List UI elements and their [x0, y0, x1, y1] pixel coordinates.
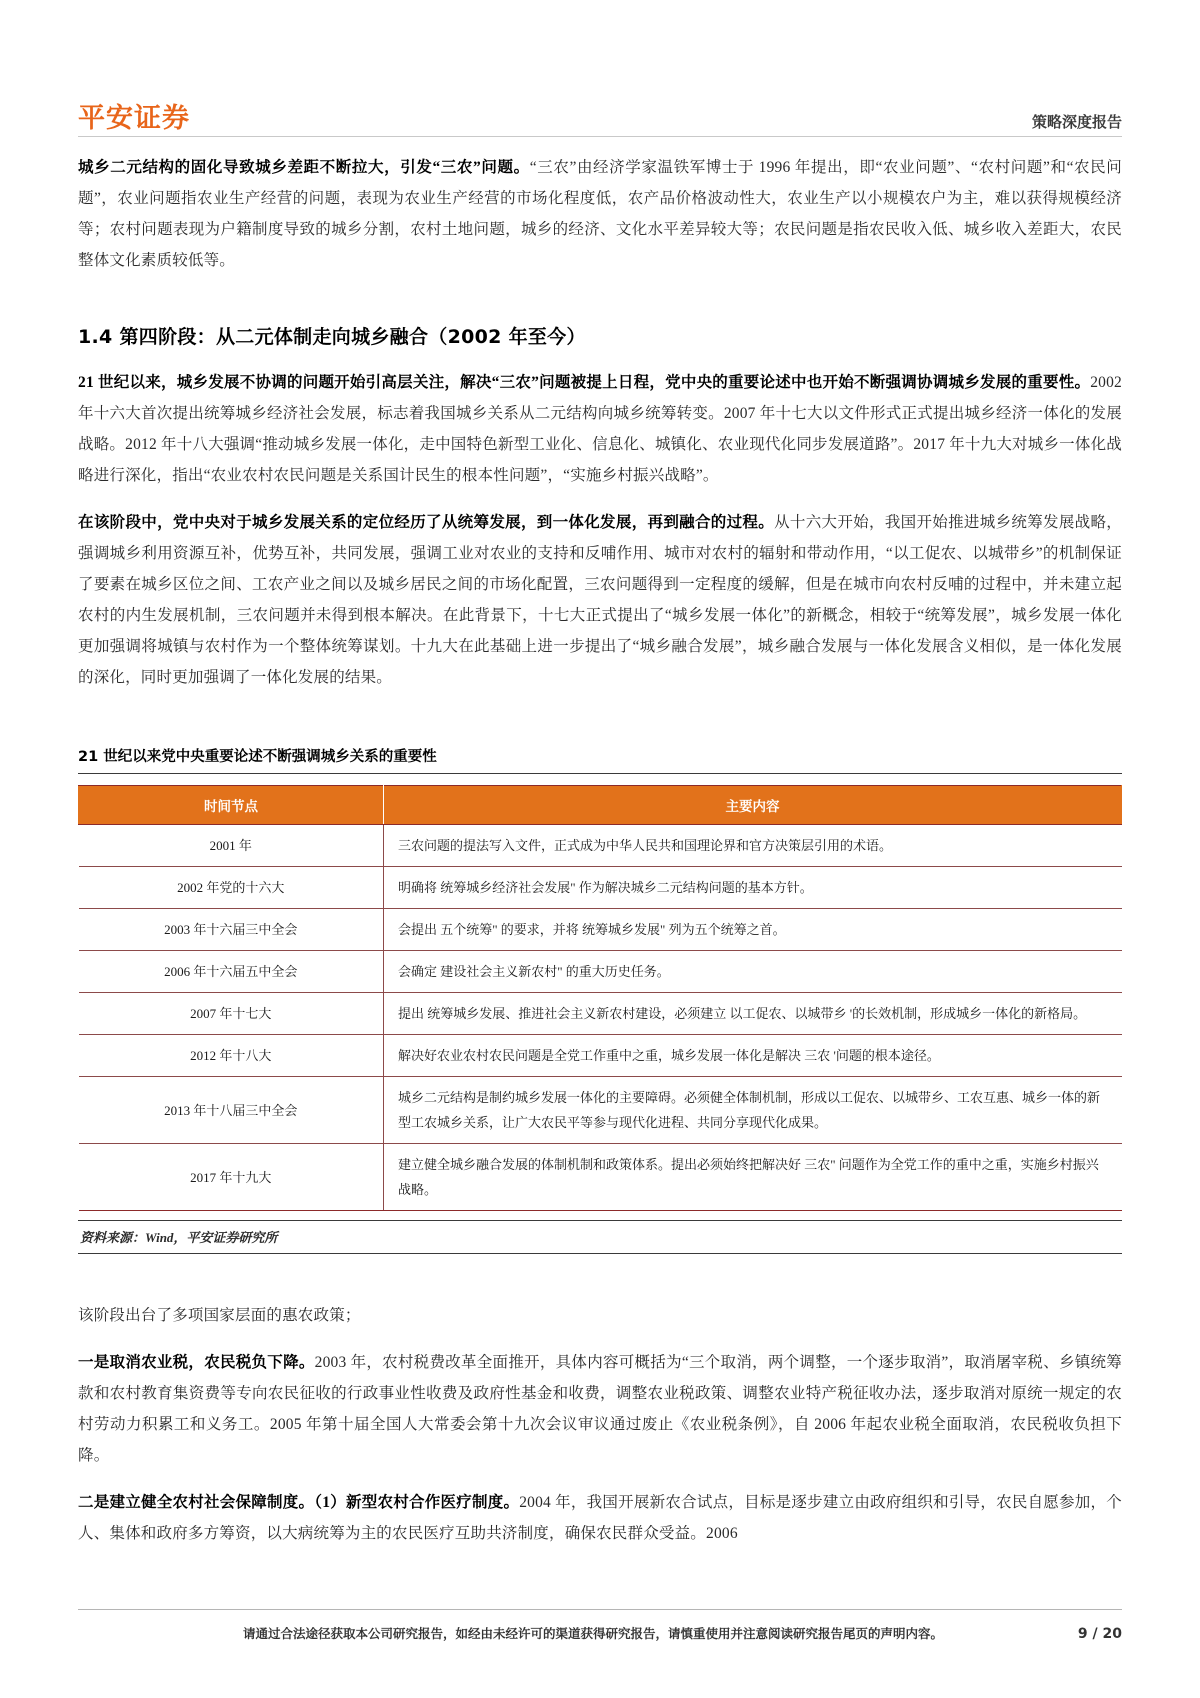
paragraph-policy-attention	[78, 367, 1122, 491]
footer-row	[78, 1624, 1122, 1642]
timeline-table	[78, 785, 1122, 1211]
section-heading-1-4: 1.4 第四阶段：从二元体制走向城乡融合（2002 年至今）	[78, 326, 586, 348]
header-report-type: 策略深度报告	[1031, 113, 1122, 131]
paragraph-agri-tax	[78, 1347, 1122, 1471]
cell-content: 城乡二元结构是制约城乡发展一体化的主要障碍。必须健全体制机制，形成以工促农、以城带乡、工农互惠、城乡一体的新型工农城乡关系，让广大农民平等参与现代化进程、共同分享现代化成果。	[384, 1077, 1122, 1144]
cell-time: 2013 年十八届三中全会	[79, 1077, 384, 1144]
cell-time: 2002 年党的十六大	[79, 867, 384, 909]
paragraph-lead: 二是建立健全农村社会保障制度。（1）新型农村合作医疗制度。	[78, 1494, 520, 1511]
table-row	[79, 867, 1122, 909]
cell-content: 会确定 建设社会主义新农村" 的重大历史任务。	[384, 951, 1122, 993]
table-row	[79, 1035, 1122, 1077]
column-header-content: 主要内容	[384, 786, 1122, 825]
paragraph-sanno-definition	[78, 152, 1122, 276]
column-header-time: 时间节点	[79, 786, 384, 825]
table-row	[79, 909, 1122, 951]
paragraph-rest: 2003 年，农村税费改革全面推开，具体内容可概括为“三个取消，两个调整，一个逐步取消”，取消屠宰税、乡镇统筹款和农村教育集资费等专向农民征收的行政事业性收费及政府性基金和收费，调整农业税政策、调整农业特产税征收办法，逐步取消对原统一规定的农村劳动力积累工和义务工。2005 年第十届全国人大常委会第十九次会议审议通过废止《农业税条例》，自 2006 年起农业税全面取消，农民税收负担下降。	[78, 1354, 1122, 1464]
document-content	[78, 152, 1122, 1549]
table-row	[79, 1144, 1122, 1211]
cell-content: 建立健全城乡融合发展的体制机制和政策体系。提出必须始终把解决好 三农" 问题作为全党工作的重中之重，实施乡村振兴战略。	[384, 1144, 1122, 1211]
header-divider	[78, 136, 1122, 137]
paragraph-lead: 在该阶段中，党中央对于城乡发展关系的定位经历了从统筹发展，到一体化发展，再到融合的过程。	[78, 514, 775, 531]
table-body	[79, 825, 1122, 1211]
paragraph-lead: 城乡二元结构的固化导致城乡差距不断拉大，引发“三农”问题。	[78, 159, 530, 176]
cell-time: 2006 年十六届五中全会	[79, 951, 384, 993]
exhibit-source-note: 资料来源：Wind，平安证券研究所	[78, 1220, 1122, 1254]
cell-time: 2012 年十八大	[79, 1035, 384, 1077]
cell-content: 解决好农业农村农民问题是全党工作重中之重，城乡发展一体化是解决 三农 '问题的根本途径。	[384, 1035, 1122, 1077]
cell-time: 2017 年十九大	[79, 1144, 384, 1211]
cell-content: 三农问题的提法写入文件，正式成为中华人民共和国理论界和官方决策层引用的术语。	[384, 825, 1122, 867]
paragraph-lead: 一是取消农业税，农民税负下降。	[78, 1354, 315, 1371]
spacer	[78, 1254, 1122, 1300]
cell-content: 会提出 五个统筹" 的要求，并将 统筹城乡发展" 列为五个统筹之首。	[384, 909, 1122, 951]
table-row	[79, 825, 1122, 867]
paragraph-policy-intro: 该阶段出台了多项国家层面的惠农政策；	[78, 1307, 361, 1324]
paragraph-rest: 2004 年，我国开展新农合试点，目标是逐步建立由政府组织和引导，农民自愿参加，个人、集体和政府多方筹资，以大病统筹为主的农民医疗互助共济制度，确保农民群众受益。2006	[78, 1494, 1123, 1542]
footer-page-number: 9 / 20	[1077, 1626, 1122, 1642]
exhibit-title: 21 世纪以来党中央重要论述不断强调城乡关系的重要性	[78, 745, 1122, 774]
table-row	[79, 993, 1122, 1035]
cell-time: 2003 年十六届三中全会	[79, 909, 384, 951]
cell-content: 提出 统筹城乡发展、推进社会主义新农村建设，必须建立 以工促农、以城带乡 '的长效机制，形成城乡一体化的新格局。	[384, 993, 1122, 1035]
paragraph-rest: 2002 年十六大首次提出统筹城乡经济社会发展，标志着我国城乡关系从二元结构向城乡统筹转变。2007 年十七大以文件形式正式提出城乡经济一体化的发展战略。2012 年十八大强调“推动城乡发展一体化，走中国特色新型工业化、信息化、城镇化、农业现代化同步发展道路”。2017 年十九大对城乡一体化战略进行深化，指出“农业农村农民问题是关系国计民生的根本性问题”，“实施乡村振兴战略”。	[78, 374, 1122, 484]
cell-time: 2007 年十七大	[79, 993, 384, 1035]
paragraph-integration-process	[78, 507, 1122, 693]
page-footer	[78, 1609, 1122, 1642]
table-row	[79, 1077, 1122, 1144]
table-header	[79, 786, 1122, 825]
paragraph-rest: 从十六大开始，我国开始推进城乡统筹发展战略，强调城乡利用资源互补，优势互补，共同发展，强调工业对农业的支持和反哺作用、城市对农村的辐射和带动作用，“以工促农、以城带乡”的机制保证了要素在城乡区位之间、工农产业之间以及城乡居民之间的市场化配置，三农问题得到一定程度的缓解，但是在城市向农村反哺的过程中，并未建立起农村的内生发展机制，三农问题并未得到根本解决。在此背景下，十七大正式提出了“城乡发展一体化”的新概念，相较于“统筹发展”，城乡发展一体化更加强调将城镇与农村作为一个整体统筹谋划。十九大在此基础上进一步提出了“城乡融合发展”，城乡融合发展与一体化发展含义相似，是一体化发展的深化，同时更加强调了一体化发展的结果。	[78, 514, 1122, 686]
paragraph-social-security	[78, 1487, 1122, 1549]
table-header-row	[79, 786, 1122, 825]
page-header	[78, 88, 1122, 132]
paragraph-rest: “三农”由经济学家温铁军博士于 1996 年提出，即“农业问题”、“农村问题”和“农民问题”，农业问题指农业生产经营的问题，表现为农业生产经营的市场化程度低，农产品价格波动性大，农业生产以小规模农户为主，难以获得规模经济等；农村问题表现为户籍制度导致的城乡分割，农村土地问题，城乡的经济、文化水平差异较大等；农民问题是指农民收入低、城乡收入差距大，农民整体文化素质较低等。	[78, 159, 1122, 269]
paragraph-lead: 21 世纪以来，城乡发展不协调的问题开始引高层关注，解决“三农”问题被提上日程，党中央的重要论述中也开始不断强调协调城乡发展的重要性。	[78, 374, 1091, 391]
brand-logo: 平安证券	[78, 103, 190, 134]
table-row	[79, 951, 1122, 993]
cell-time: 2001 年	[79, 825, 384, 867]
footer-disclaimer: 请通过合法途径获取本公司研究报告，如经由未经许可的渠道获得研究报告，请慎重使用并注意阅读研究报告尾页的声明内容。	[242, 1626, 943, 1641]
cell-content: 明确将 统筹城乡经济社会发展" 作为解决城乡二元结构问题的基本方针。	[384, 867, 1122, 909]
exhibit-block	[78, 745, 1122, 1254]
footer-divider	[78, 1609, 1122, 1610]
